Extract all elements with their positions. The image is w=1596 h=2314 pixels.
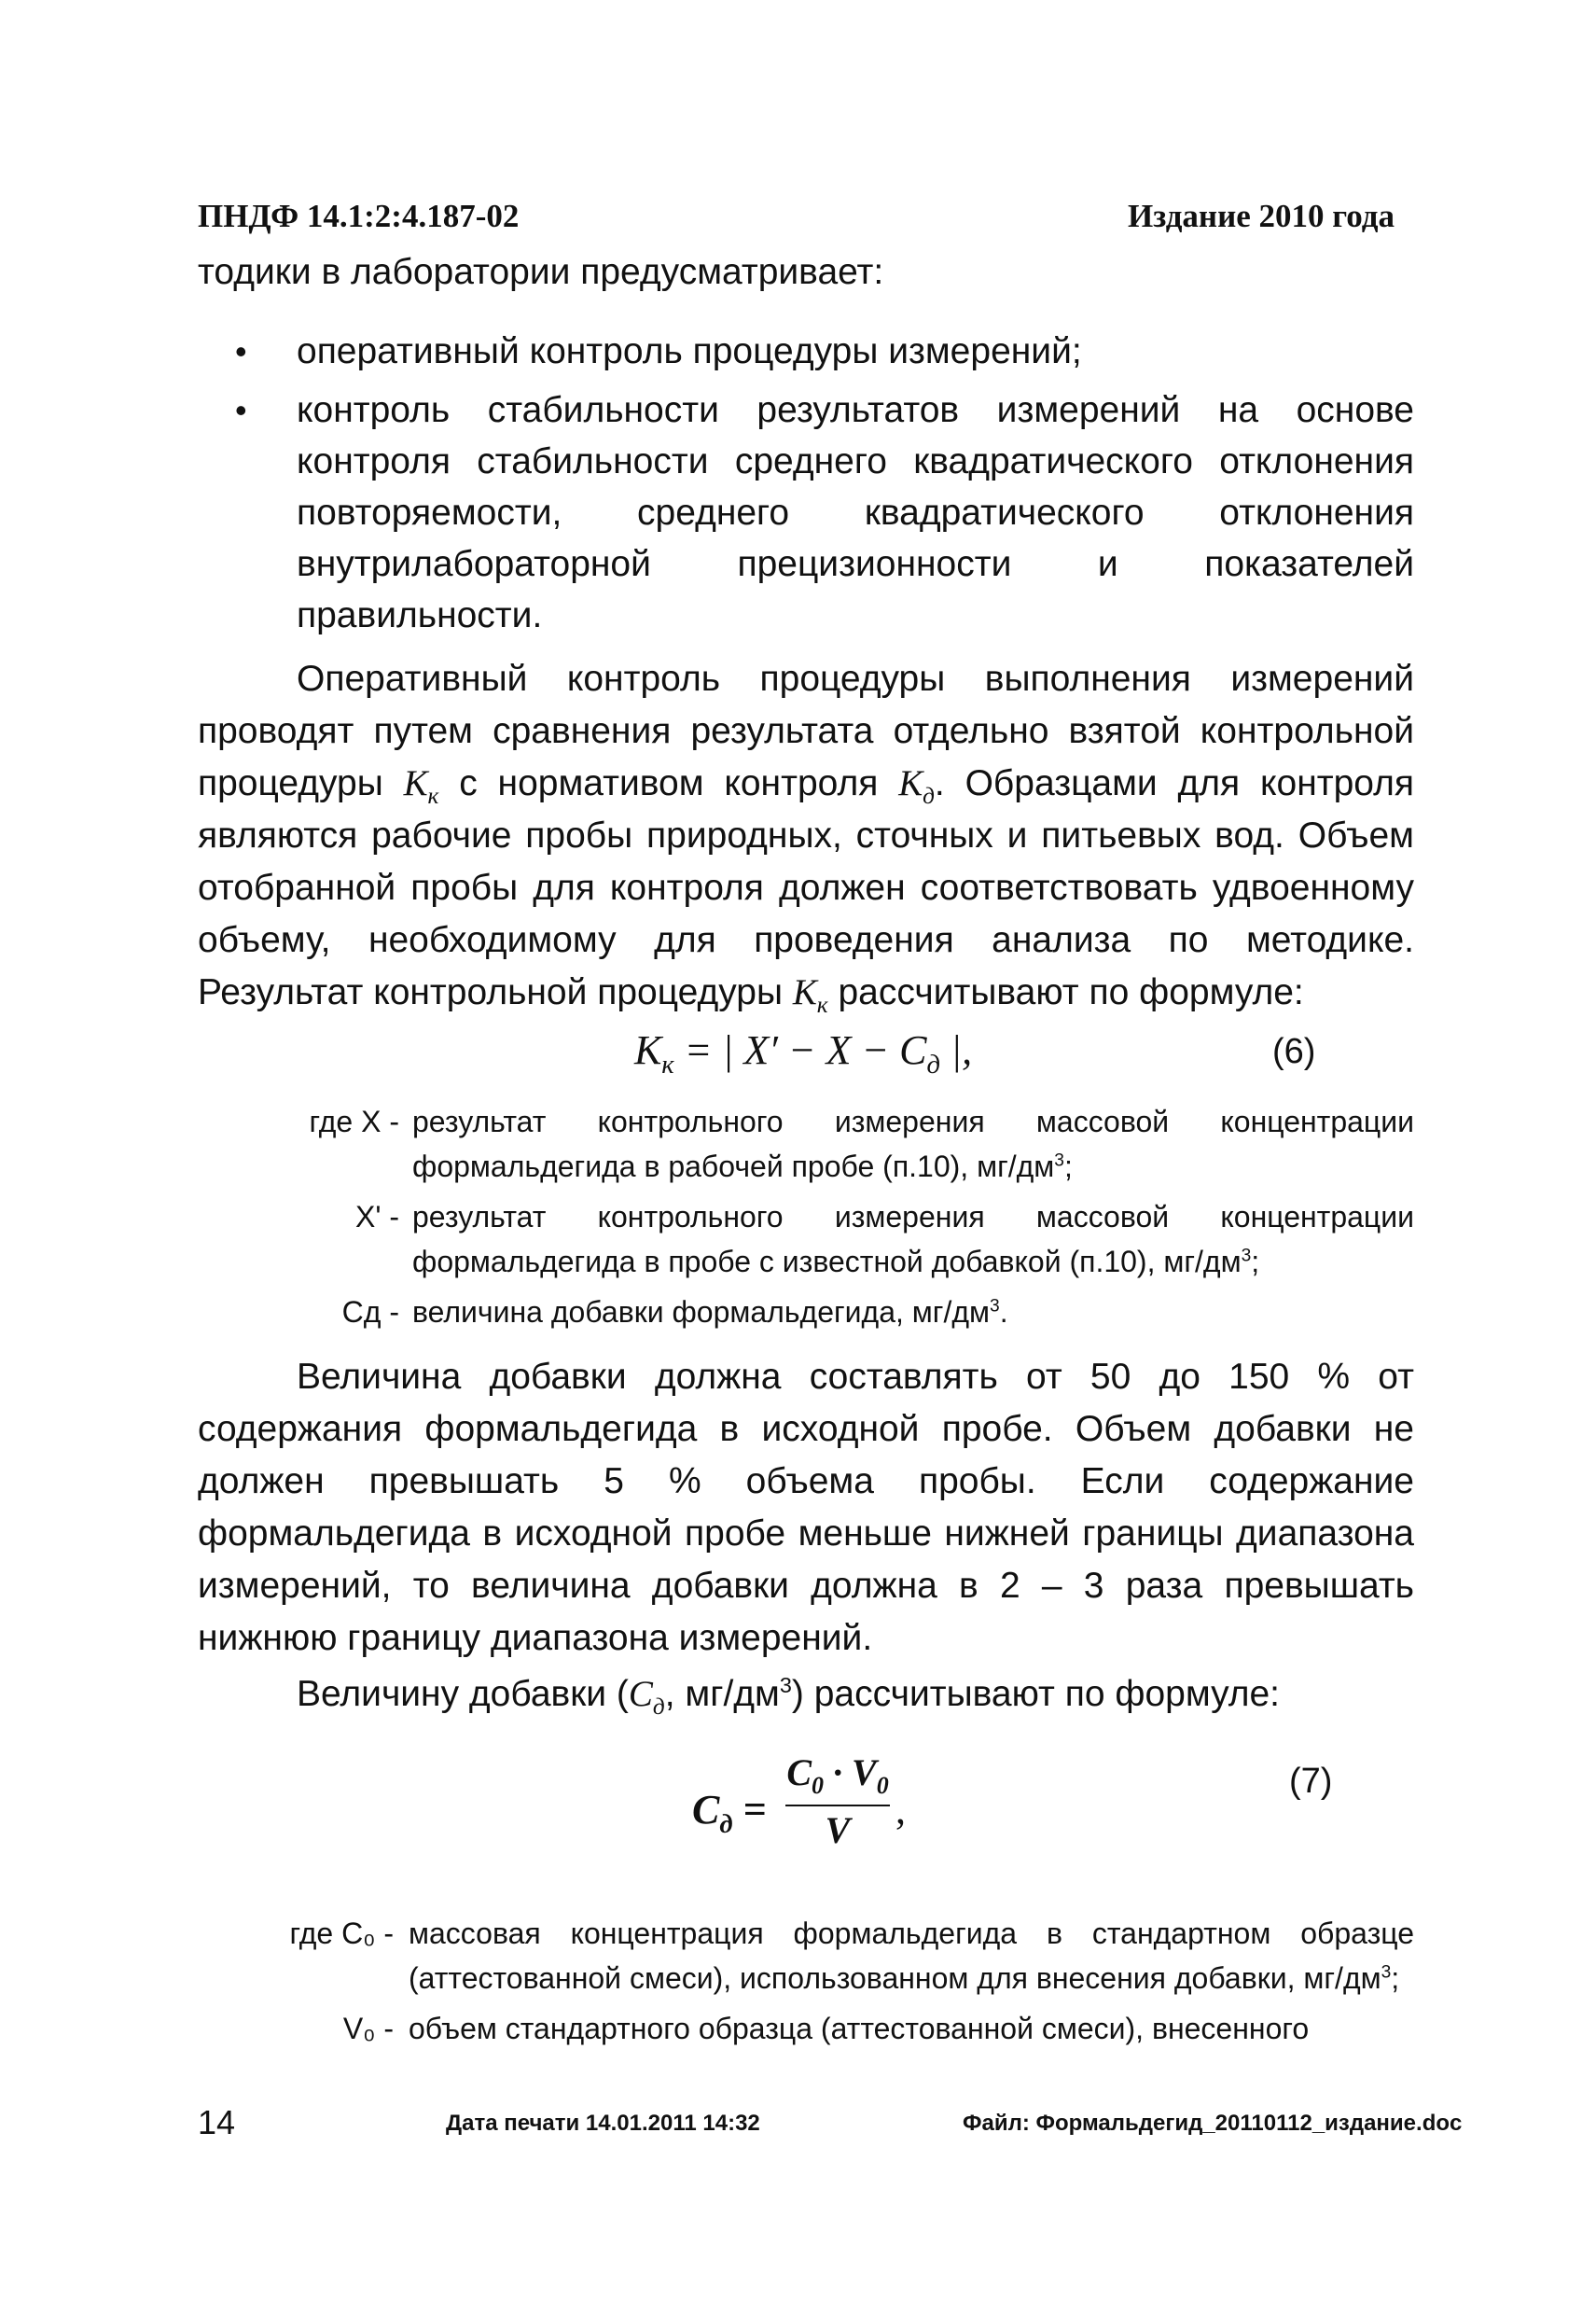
definition-text: объем стандартного образца (аттестованной смеси), внесенного: [409, 2012, 1310, 2045]
paragraph-text: Величину добавки (: [297, 1674, 629, 1714]
symbol-subscript: к: [427, 782, 439, 809]
definition-row: [261, 1099, 1414, 1189]
formula-term: |,: [939, 1027, 973, 1073]
definition-symbol: V₀ -: [342, 2012, 394, 2045]
intro-line: [198, 246, 1414, 299]
definition-text: результат контрольного измерения массовой концентрации формальдегида в пробе с известной добавкой (п.10), мг/дм: [412, 1200, 1414, 1278]
formula-7-definitions: [248, 1911, 1414, 2056]
formula-subscript: 0: [812, 1772, 824, 1799]
paragraph-text: Оперативный контроль процедуры выполнения измерений проводят путем сравнения результата отдельно взятой контрольной процедуры: [198, 659, 1414, 803]
formula-term: C: [786, 1751, 812, 1793]
definition-symbol: где C₀ -: [289, 1917, 394, 1950]
bullet-icon: •: [235, 332, 247, 370]
symbol-subscript: д: [923, 782, 935, 809]
unit-superscript: 3: [990, 1296, 1000, 1317]
edition-label: Издание 2010 года: [1128, 198, 1395, 234]
print-date: Дата печати 14.01.2011 14:32: [446, 2111, 760, 2136]
operative-control-paragraph: [198, 653, 1414, 1019]
paragraph-text: ) рассчитывают по формуле:: [791, 1674, 1281, 1714]
additive-paragraph: [198, 1351, 1414, 1665]
definition-punctuation: ;: [1063, 1150, 1073, 1183]
definition-text: результат контрольного измерения массовой концентрации формальдегида в рабочей пробе (п.10), мг/дм: [412, 1105, 1414, 1183]
formula-7: [692, 1750, 935, 1872]
paragraph-text: рассчитывают по формуле:: [827, 972, 1304, 1012]
formula-subscript: 0: [876, 1772, 889, 1799]
definition-text: массовая концентрация формальдегида в стандартном образце (аттестованной смеси), использованном для внесения добавки, мг/дм: [409, 1917, 1414, 1995]
file-name: Файл: Формальдегид_20110112_издание.doc: [963, 2111, 1463, 2136]
unit-superscript: 3: [1054, 1150, 1064, 1171]
unit-superscript: 3: [1241, 1246, 1252, 1266]
unit-superscript: 3: [1381, 1962, 1392, 1983]
definition-punctuation: ;: [1251, 1245, 1260, 1278]
formula-subscript: д: [719, 1809, 733, 1839]
list-item-text: оперативный контроль процедуры измерений;: [297, 331, 1082, 371]
symbol-k: К: [403, 763, 428, 803]
definition-text: величина добавки формальдегида, мг/дм: [412, 1295, 991, 1329]
formula-punctuation: ,: [895, 1787, 906, 1833]
formula-term: К: [634, 1027, 662, 1073]
equals-sign: =: [732, 1787, 767, 1833]
definition-row: [261, 1289, 1414, 1334]
formula-6-definitions: [261, 1099, 1414, 1340]
formula-term: C: [692, 1787, 720, 1833]
formula-subscript: к: [661, 1050, 674, 1080]
paragraph-text: Величина добавки должна составлять от 50 до 150 % от содержания формальдегида в исходной пробе. Объем добавки не должен превышать 5 % объема пробы. Если содержание формальдегида в исходной пробе меньше нижней границы диапазона измерений, то величина добавки должна в 2 – 3 раза превышать нижнюю границу диапазона измерений.: [198, 1357, 1414, 1658]
definition-symbol: Cд -: [341, 1295, 399, 1329]
bullet-icon: •: [235, 391, 247, 429]
symbol-subscript: д: [652, 1693, 665, 1720]
equation-number-7: (7): [1289, 1762, 1333, 1801]
paragraph-text: . Образцами для контроля являются рабочие пробы природных, сточных и питьевых вод. Объем отобранной пробы для контроля должен соответствовать удвоенному объему, необходимому для проведения анализа по методике. Результат контрольной процедуры: [198, 763, 1414, 1012]
paragraph-text: , мг/дм: [664, 1674, 780, 1714]
formula-subscript: д: [926, 1050, 940, 1080]
intro-text: тодики в лаборатории предусматривает:: [198, 252, 884, 292]
definition-row: [248, 1911, 1414, 2000]
formula-6: [634, 1026, 973, 1080]
list-item-text: контроль стабильности результатов измерений на основе контроля стабильности среднего квадратического отклонения повторяемости, среднего квадратического отклонения внутрилабораторной прецизионности и показателей правильности.: [297, 390, 1414, 635]
definition-punctuation: ;: [1391, 1961, 1400, 1995]
list-item: [198, 326, 1414, 377]
formula-term: V: [825, 1809, 851, 1851]
unit-superscript: 3: [779, 1673, 792, 1697]
formula-term: = | X′ − X − C: [673, 1027, 927, 1073]
definition-symbol: X' -: [355, 1200, 399, 1234]
document-code: ПНДФ 14.1:2:4.187-02: [198, 198, 520, 234]
fraction-bar: [785, 1805, 890, 1806]
symbol-c: С: [628, 1674, 653, 1714]
additive-calc-paragraph: [198, 1668, 1414, 1721]
equation-number-6: (6): [1272, 1032, 1316, 1071]
list-item: [198, 384, 1414, 641]
definition-row: [261, 1194, 1414, 1284]
paragraph-text: с нормативом контроля: [438, 763, 899, 803]
control-procedures-list: [198, 326, 1414, 648]
formula-term: · V: [824, 1751, 877, 1793]
definition-punctuation: .: [999, 1295, 1008, 1329]
symbol-subscript: к: [816, 991, 828, 1018]
symbol-k: К: [898, 763, 923, 803]
page-number: 14: [198, 2103, 236, 2141]
symbol-k: К: [792, 972, 817, 1012]
definition-row: [248, 2006, 1414, 2051]
definition-symbol: где X -: [309, 1105, 399, 1138]
